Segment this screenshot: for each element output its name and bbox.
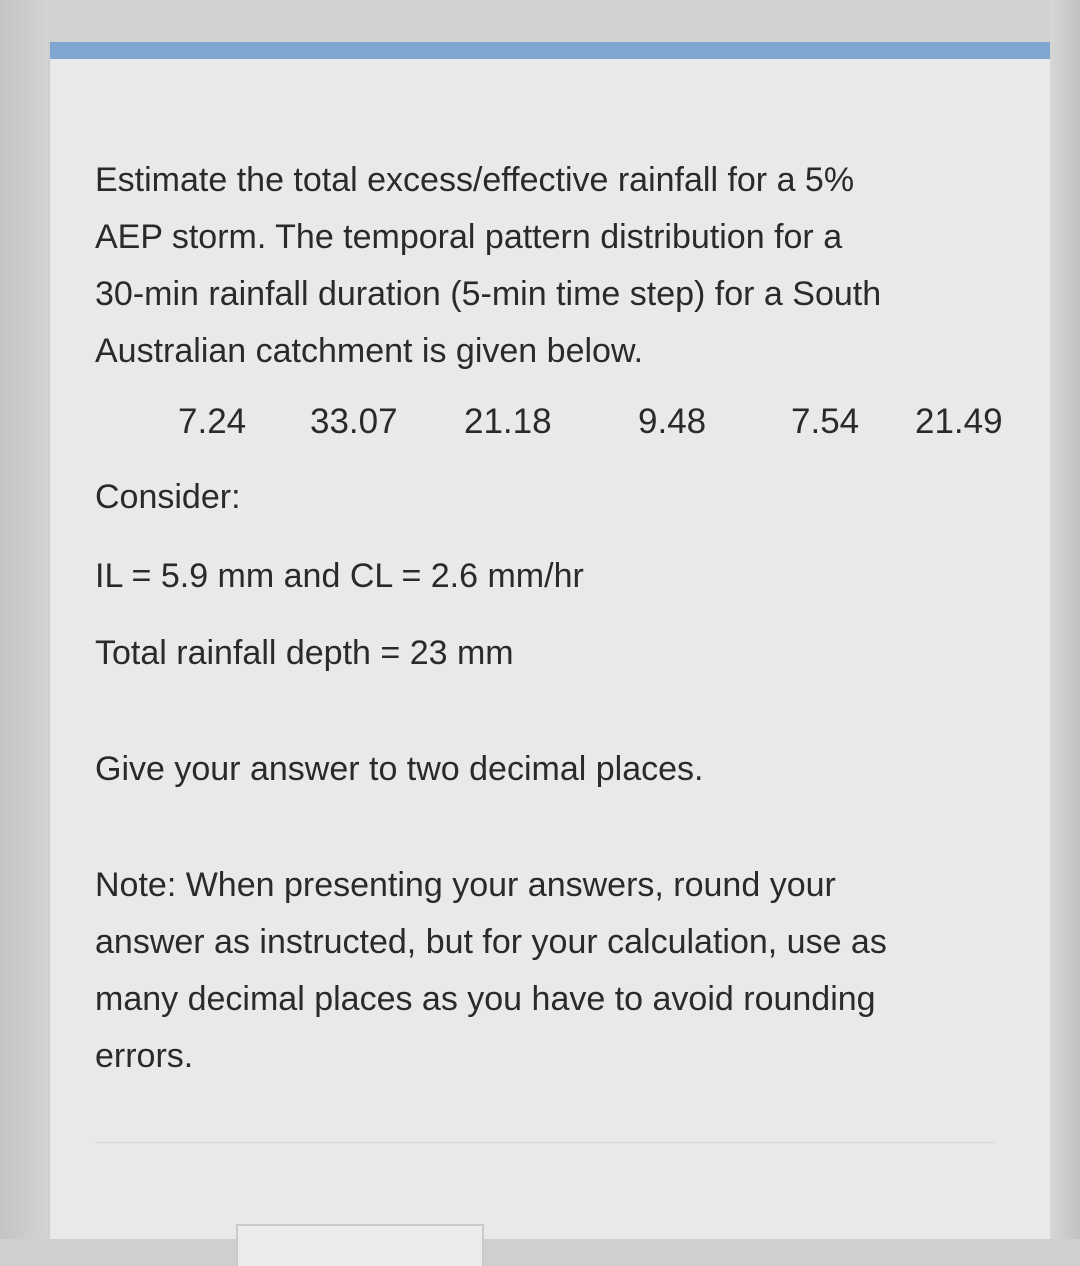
note-line: answer as instructed, but for your calculation, use as [95,923,887,961]
answer-instruction: Give your answer to two decimal places. [95,750,704,788]
screen-bezel-top [0,0,1080,42]
screen-bezel-right [1050,0,1080,1239]
screen-bezel-left [0,0,48,1239]
question-line: Estimate the total excess/effective rainfall for a 5% [95,161,855,199]
rounding-note [95,857,995,1085]
note-line: Note: When presenting your answers, round your [95,866,836,904]
question-line: Australian catchment is given below. [95,332,644,370]
temporal-pattern-values [50,402,1050,452]
temporal-value-6: 21.49 [915,402,1003,441]
question-card [50,42,1050,1239]
consider-label: Consider: [95,478,241,516]
total-rainfall-depth: Total rainfall depth = 23 mm [95,634,514,672]
loss-parameters: IL = 5.9 mm and CL = 2.6 mm/hr [95,557,584,595]
section-divider [95,1142,995,1143]
note-line: many decimal places as you have to avoid rounding [95,980,876,1018]
question-text [95,152,1015,380]
note-line: errors. [95,1037,194,1075]
answer-input[interactable] [236,1224,484,1266]
question-header-bar [50,42,1050,59]
temporal-value-3: 21.18 [464,402,552,441]
question-line: AEP storm. The temporal pattern distribution for a [95,218,843,256]
temporal-value-1: 7.24 [178,402,247,441]
temporal-value-5: 7.54 [791,402,860,441]
temporal-value-4: 9.48 [638,402,707,441]
temporal-value-2: 33.07 [310,402,398,441]
question-line: 30-min rainfall duration (5-min time step) for a South [95,275,882,313]
